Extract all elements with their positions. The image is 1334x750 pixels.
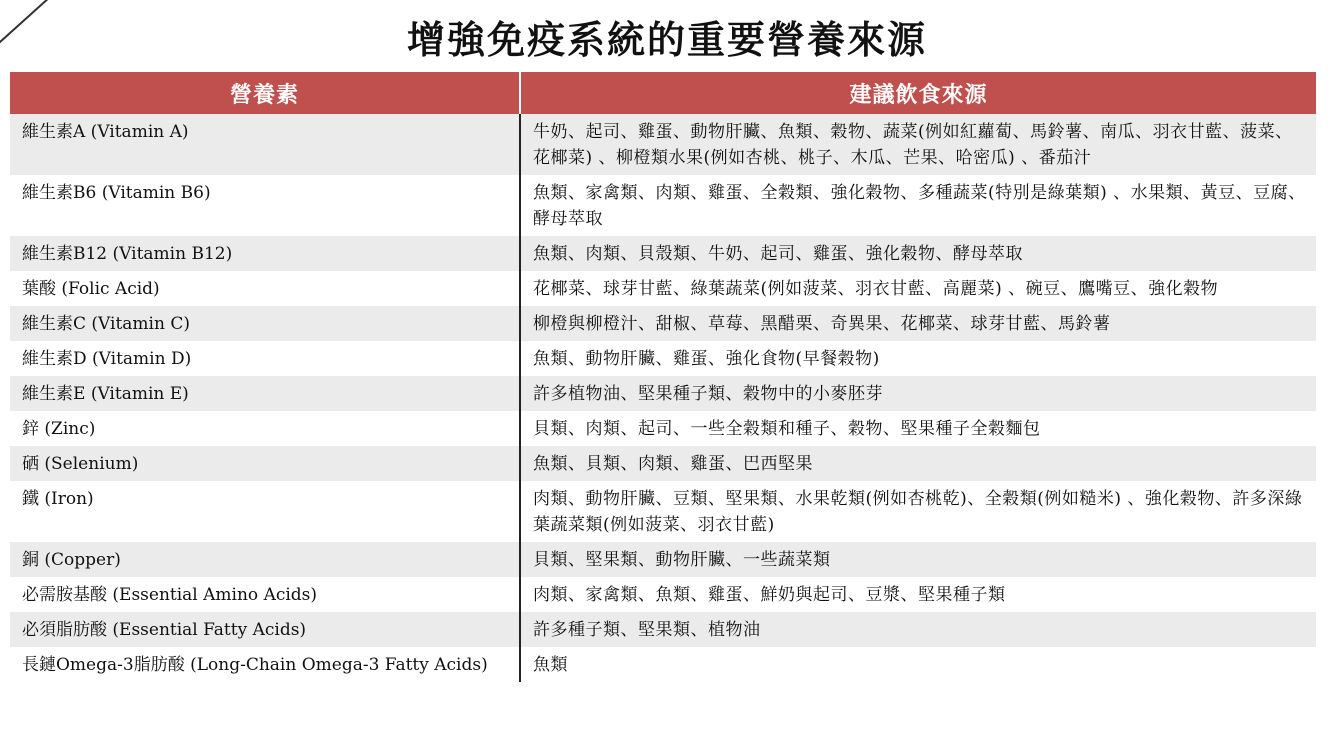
table-row [10,446,1316,481]
table-row [10,236,1316,271]
nutrient-cell: 必須脂肪酸 (Essential Fatty Acids) [10,612,520,647]
nutrient-cell: 維生素B6 (Vitamin B6) [10,175,520,236]
sources-cell: 貝類、堅果類、動物肝臟、一些蔬菜類 [520,542,1316,577]
table-row [10,542,1316,577]
sources-cell: 肉類、動物肝臟、豆類、堅果類、水果乾類(例如杏桃乾)、全穀類(例如糙米) 、強化穀物、許多深綠葉蔬菜類(例如菠菜、羽衣甘藍) [520,481,1316,542]
sources-cell: 魚類、貝類、肉類、雞蛋、巴西堅果 [520,446,1316,481]
table-row [10,114,1316,175]
sources-cell: 許多種子類、堅果類、植物油 [520,612,1316,647]
table-row [10,376,1316,411]
sources-cell: 魚類、動物肝臟、雞蛋、強化食物(早餐穀物) [520,341,1316,376]
nutrient-cell: 硒 (Selenium) [10,446,520,481]
table-row [10,481,1316,542]
nutrient-cell: 長鏈Omega-3脂肪酸 (Long-Chain Omega-3 Fatty Acids) [10,647,520,682]
nutrition-table-container [10,72,1316,682]
table-row [10,647,1316,682]
table-row [10,612,1316,647]
sources-cell: 肉類、家禽類、魚類、雞蛋、鮮奶與起司、豆漿、堅果種子類 [520,577,1316,612]
sources-cell: 魚類 [520,647,1316,682]
sources-cell: 魚類、肉類、貝殼類、牛奶、起司、雞蛋、強化穀物、酵母萃取 [520,236,1316,271]
nutrient-cell: 必需胺基酸 (Essential Amino Acids) [10,577,520,612]
nutrient-cell: 銅 (Copper) [10,542,520,577]
sources-cell: 花椰菜、球芽甘藍、綠葉蔬菜(例如菠菜、羽衣甘藍、高麗菜) 、碗豆、鷹嘴豆、強化穀物 [520,271,1316,306]
page-title: 增強免疫系統的重要營養來源 [406,17,927,62]
nutrient-cell: 鋅 (Zinc) [10,411,520,446]
table-row [10,175,1316,236]
sources-cell: 許多植物油、堅果種子類、穀物中的小麥胚芽 [520,376,1316,411]
table-row [10,577,1316,612]
nutrient-cell: 鐵 (Iron) [10,481,520,542]
nutrient-cell: 維生素D (Vitamin D) [10,341,520,376]
nutrition-table [10,72,1316,682]
nutrient-cell: 維生素A (Vitamin A) [10,114,520,175]
sources-cell: 柳橙與柳橙汁、甜椒、草莓、黑醋栗、奇異果、花椰菜、球芽甘藍、馬鈴薯 [520,306,1316,341]
nutrient-cell: 維生素E (Vitamin E) [10,376,520,411]
table-header-row [10,72,1316,114]
nutrient-cell: 維生素B12 (Vitamin B12) [10,236,520,271]
nutrient-cell: 維生素C (Vitamin C) [10,306,520,341]
table-row [10,306,1316,341]
sources-cell: 魚類、家禽類、肉類、雞蛋、全穀類、強化穀物、多種蔬菜(特別是綠葉類) 、水果類、黃豆、豆腐、酵母萃取 [520,175,1316,236]
table-row [10,271,1316,306]
header-sources: 建議飲食來源 [520,72,1316,114]
sources-cell: 貝類、肉類、起司、一些全穀類和種子、穀物、堅果種子全穀麵包 [520,411,1316,446]
nutrient-cell: 葉酸 (Folic Acid) [10,271,520,306]
sources-cell: 牛奶、起司、雞蛋、動物肝臟、魚類、穀物、蔬菜(例如紅蘿蔔、馬鈴薯、南瓜、羽衣甘藍、菠菜、花椰菜) 、柳橙類水果(例如杏桃、桃子、木瓜、芒果、哈密瓜) 、番茄汁 [520,114,1316,175]
table-row [10,411,1316,446]
header-nutrient: 營養素 [10,72,520,114]
table-row [10,341,1316,376]
